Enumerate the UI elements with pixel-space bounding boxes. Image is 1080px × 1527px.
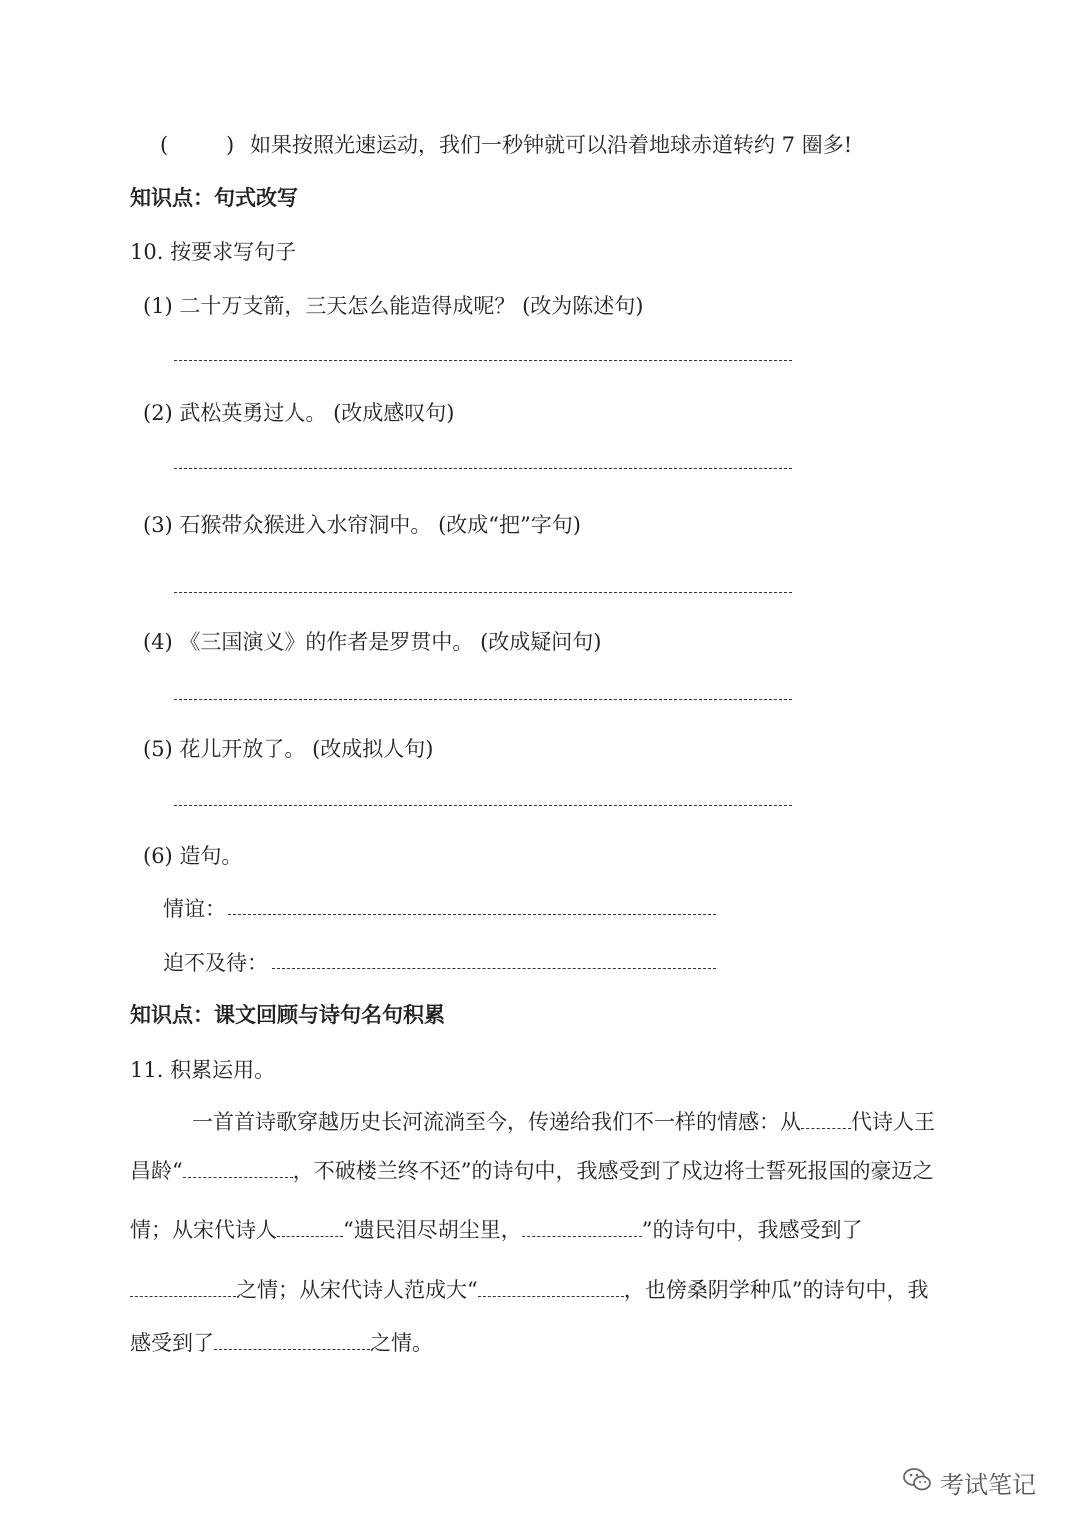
make-sentence-blank-2[interactable] — [272, 968, 716, 969]
sentence-item-2: (2) 武松英勇过人。 (改成感叹句) — [143, 401, 455, 425]
para-text: 代诗人王 — [851, 1110, 935, 1134]
make-sentence-label-2: 迫不及待： — [163, 951, 268, 975]
make-sentence-blank-1[interactable] — [228, 914, 716, 915]
knowledge-point-heading-2: 知识点：课文回顾与诗句名句积累 — [130, 1002, 445, 1027]
blank-poem-line-1[interactable] — [183, 1159, 293, 1178]
para-text: 之情。 — [370, 1331, 433, 1355]
make-sentence-label-1: 情谊： — [163, 897, 226, 921]
answer-line-4[interactable] — [174, 699, 792, 700]
blank-emotion-1[interactable] — [130, 1278, 236, 1297]
paragraph-line-4 — [130, 1276, 929, 1304]
paragraph-line-2 — [130, 1157, 933, 1185]
paragraph-line-5 — [130, 1329, 433, 1357]
para-text: ，也傍桑阴学种瓜”的诗句中，我 — [623, 1278, 929, 1302]
para-text: “遗民泪尽胡尘里， — [343, 1218, 522, 1242]
blank-poem-line-3[interactable] — [478, 1278, 624, 1297]
answer-line-2[interactable] — [174, 468, 792, 469]
sentence-item-3: (3) 石猴带众猴进入水帘洞中。 (改成“把”字句) — [143, 513, 581, 537]
knowledge-point-heading: 知识点：句式改写 — [130, 185, 298, 210]
answer-line-5[interactable] — [174, 805, 792, 806]
para-text: 一首首诗歌穿越历史长河流淌至今，传递给我们不一样的情感：从 — [192, 1110, 801, 1134]
blank-poem-line-2[interactable] — [522, 1218, 642, 1237]
answer-line-3[interactable] — [174, 592, 792, 593]
blank-emotion-2[interactable] — [214, 1331, 370, 1350]
sentence-item-6: (6) 造句。 — [143, 844, 243, 868]
answer-line-1[interactable] — [174, 360, 792, 361]
q9-item-paren-open: ( — [160, 133, 169, 157]
blank-dynasty[interactable] — [801, 1110, 851, 1129]
sentence-item-4: (4) 《三国演义》的作者是罗贯中。 (改成疑问句) — [143, 630, 602, 654]
sentence-item-1: (1) 二十万支箭，三天怎么能造得成呢？ (改为陈述句) — [143, 294, 644, 318]
para-text: 昌龄“ — [130, 1159, 183, 1183]
sentence-item-5: (5) 花儿开放了。 (改成拟人句) — [143, 737, 434, 761]
wechat-icon — [902, 1467, 932, 1497]
watermark-text: 考试笔记 — [940, 1470, 1036, 1499]
para-text: 之情；从宋代诗人范成大“ — [236, 1278, 478, 1302]
para-text: 感受到了 — [130, 1331, 214, 1355]
paragraph-line-1 — [192, 1108, 935, 1136]
q9-item-text: 如果按照光速运动，我们一秒钟就可以沿着地球赤道转约 7 圈多! — [250, 133, 853, 157]
question-11-title: 11. 积累运用。 — [130, 1058, 276, 1082]
para-text: 情；从宋代诗人 — [130, 1218, 277, 1242]
para-text: ，不破楼兰终不还”的诗句中，我感受到了戍边将士誓死报国的豪迈之 — [292, 1159, 934, 1183]
watermark — [902, 1462, 1052, 1502]
blank-poet-name[interactable] — [277, 1218, 343, 1237]
q9-item-paren-close: ) — [226, 133, 235, 157]
para-text: ”的诗句中，我感受到了 — [641, 1218, 863, 1242]
question-10-title: 10. 按要求写句子 — [130, 240, 297, 264]
paragraph-line-3 — [130, 1216, 863, 1244]
